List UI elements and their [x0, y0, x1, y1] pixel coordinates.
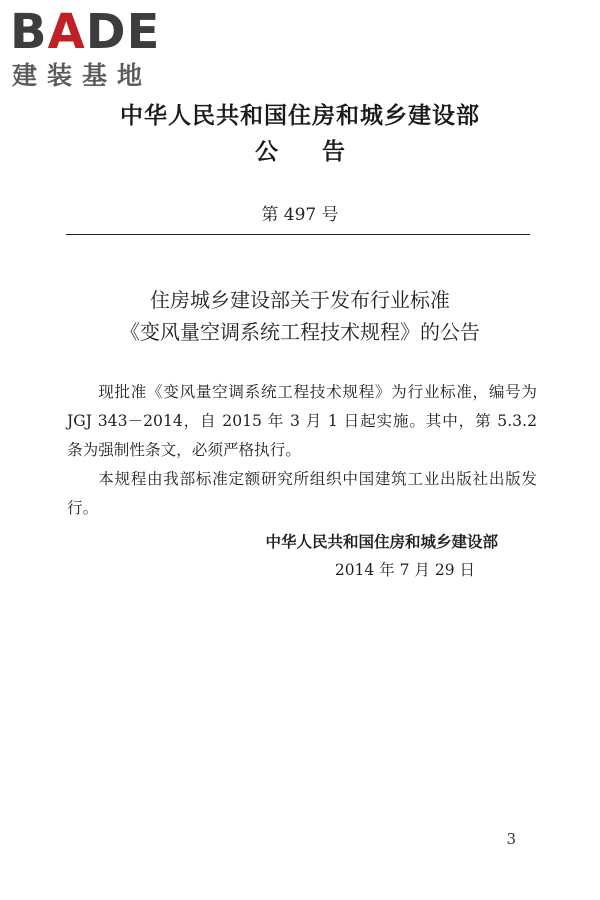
signature-date: 2014 年 7 月 29 日 [334, 561, 475, 579]
header-divider [66, 234, 530, 235]
announcement-body [67, 378, 537, 523]
document-type-heading [0, 133, 600, 166]
title-line-2: 《变风量空调系统工程技术规程》的公告 [120, 320, 480, 344]
announcement-title [0, 284, 600, 348]
logo-wordmark-a: A [47, 4, 86, 60]
document-type-char-2: 告 [322, 139, 345, 165]
logo-chinese-text: 建装基地 [12, 61, 153, 90]
document-type-char-1: 公 [255, 139, 278, 165]
announcement-number: 第 497 号 [261, 205, 339, 225]
bade-logo [8, 4, 183, 92]
logo-wordmark [10, 4, 160, 60]
issuer-heading: 中华人民共和国住房和城乡建设部 [120, 103, 480, 129]
logo-wordmark-de: DE [85, 4, 161, 60]
logo-wordmark-b: B [10, 4, 48, 60]
title-line-1: 住房城乡建设部关于发布行业标准 [150, 288, 450, 312]
signature-organization: 中华人民共和国住房和城乡建设部 [265, 533, 498, 551]
page-number: 3 [506, 830, 516, 848]
body-paragraph-2: 本规程由我部标准定额研究所组织中国建筑工业出版社出版发行。 [67, 470, 537, 517]
body-paragraph-1: 现批准《变风量空调系统工程技术规程》为行业标准，编号为 JGJ 343－2014，自 2015 年 3 月 1 日起实施。其中，第 5.3.2 条为强制性条文，必须严格执行。 [67, 383, 537, 459]
